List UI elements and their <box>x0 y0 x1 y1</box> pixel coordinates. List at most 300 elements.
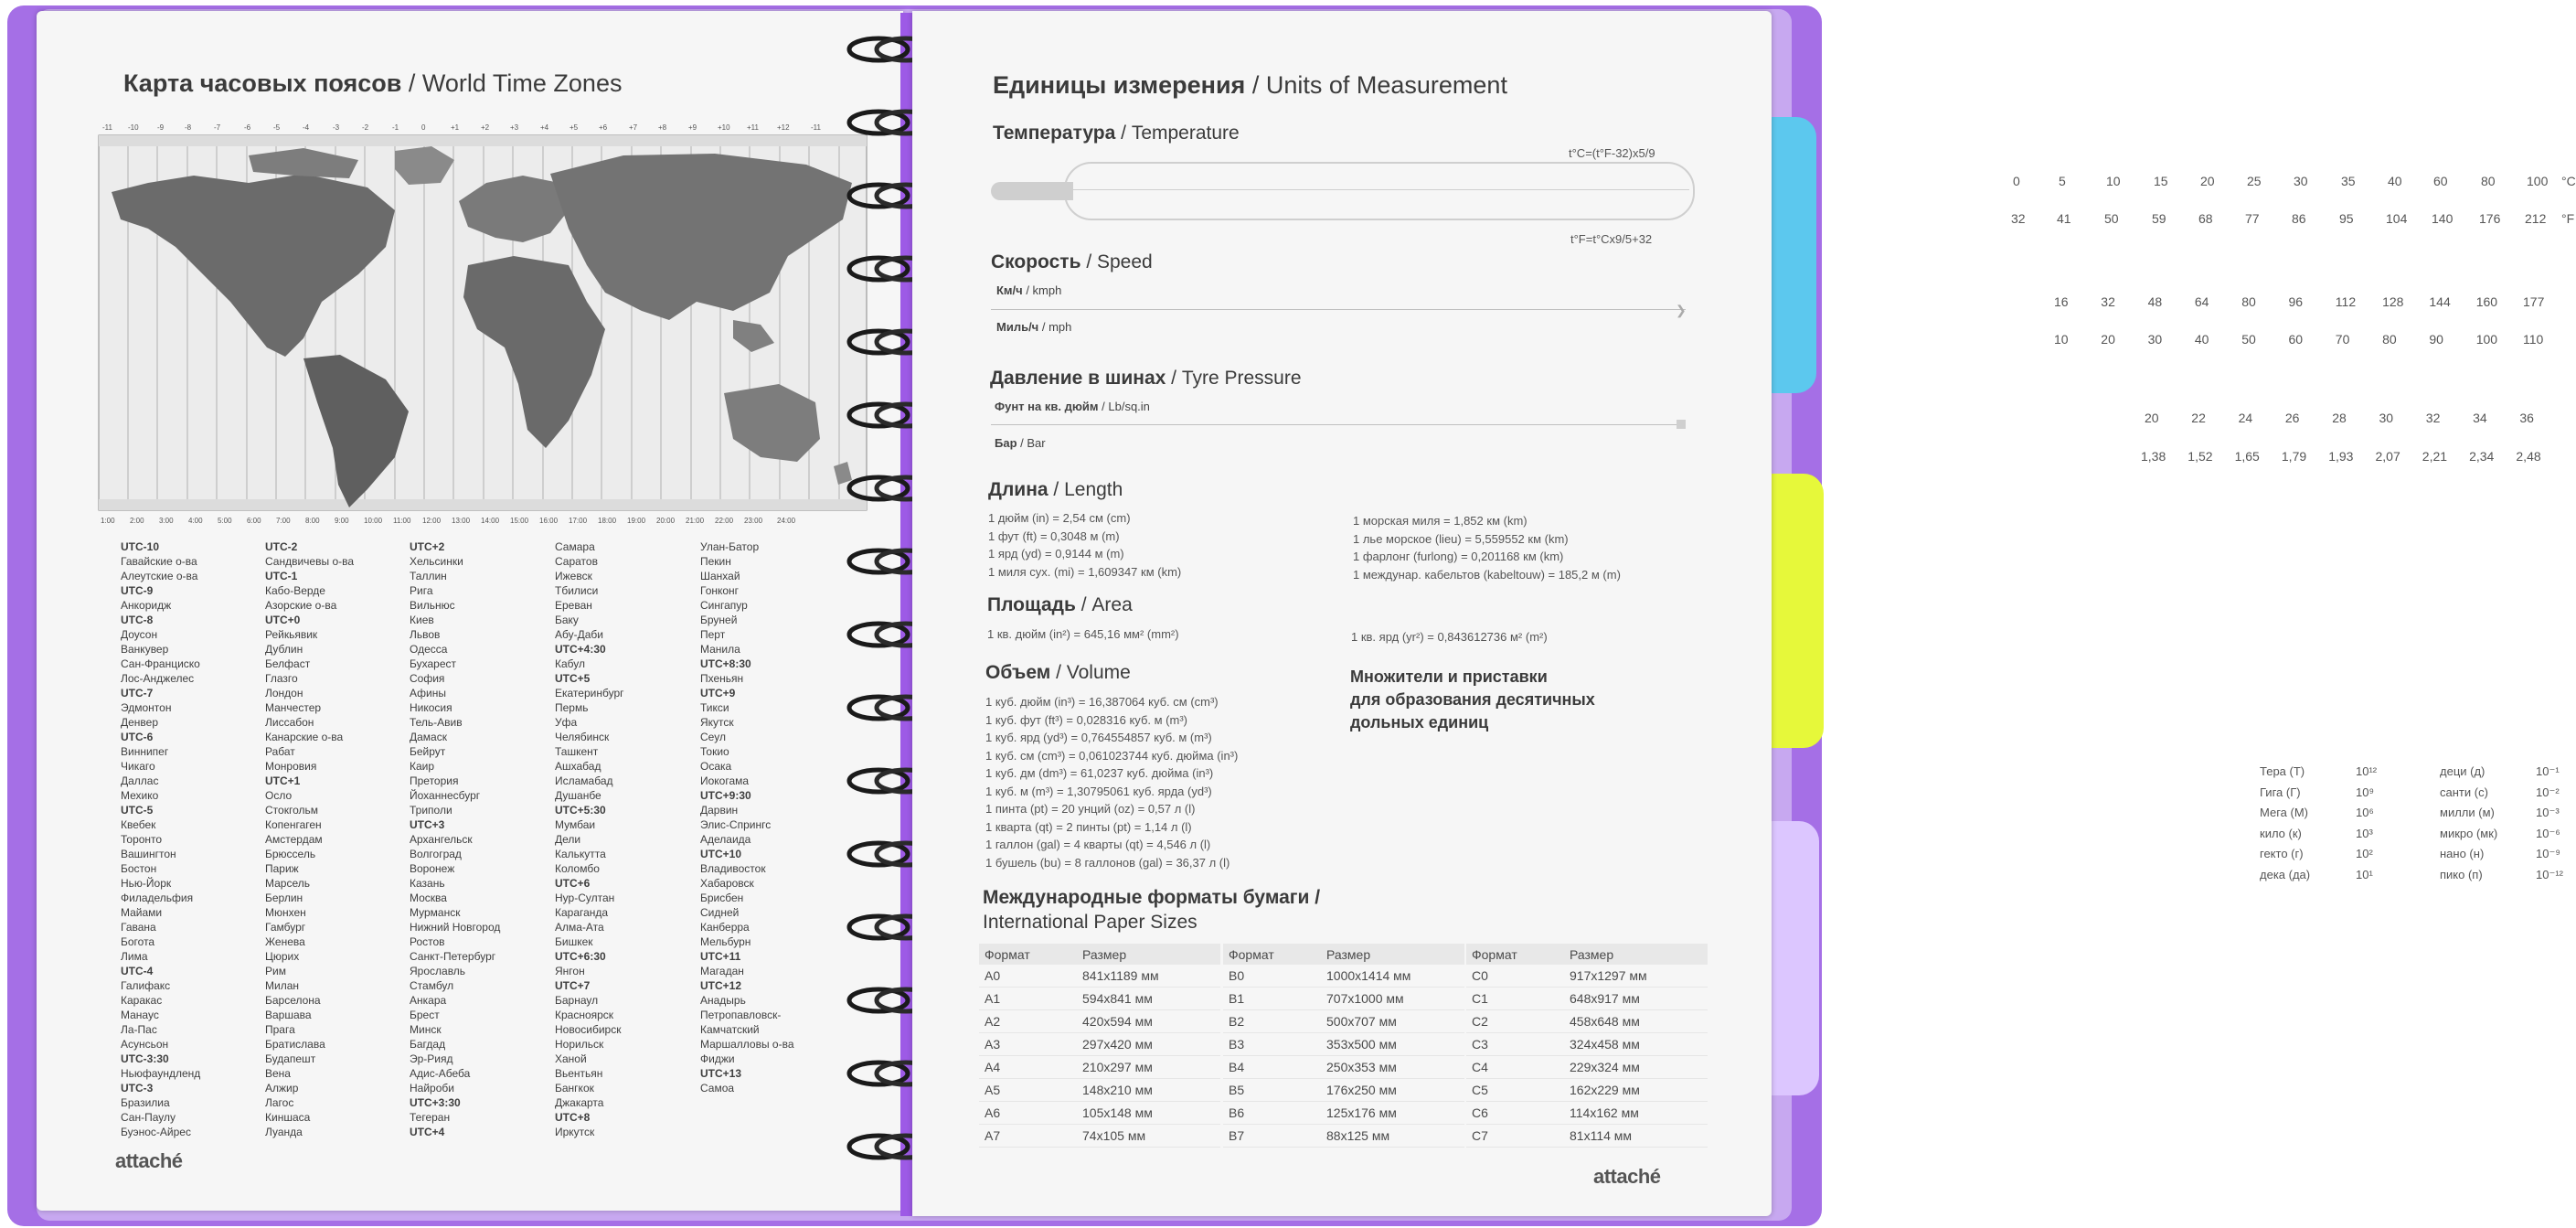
value-cell: 50 <box>2104 211 2119 226</box>
value-cell: 77 <box>2245 211 2260 226</box>
tz-entry: Петропавловск- <box>700 1009 782 1021</box>
paper-format: C0 <box>1466 965 1564 988</box>
tz-entry: Бангкок <box>555 1082 594 1095</box>
tz-entry: Сидней <box>700 906 740 919</box>
tz-entry: Лондон <box>265 687 303 699</box>
value-cell: 10 <box>2106 174 2121 188</box>
tz-entry: UTC-6 <box>121 731 154 743</box>
tz-entry: Ярославль <box>410 965 466 977</box>
value-cell: 5 <box>2059 174 2066 188</box>
svg-text:+12: +12 <box>777 123 790 132</box>
tz-entry: Алеутские о-ва <box>121 570 198 582</box>
tz-entry: Рим <box>265 965 286 977</box>
tz-entry: Кабо-Верде <box>265 584 325 597</box>
svg-text:+4: +4 <box>540 123 549 132</box>
tz-entry: Вьентьян <box>555 1067 603 1080</box>
paper-format: C5 <box>1466 1079 1564 1102</box>
pressure-bar-label: Бар / Bar <box>995 436 1046 450</box>
svg-text:-4: -4 <box>303 123 310 132</box>
tz-entry: Мельбурн <box>700 935 751 948</box>
tz-entry: Эдмонтон <box>121 701 172 714</box>
prefix-multiplier: 10⁻⁹ <box>2536 847 2560 860</box>
tz-entry: Казань <box>410 877 445 890</box>
svg-text:12:00: 12:00 <box>422 517 442 525</box>
tz-column-3 <box>410 539 547 1139</box>
tz-entry: Бейрут <box>410 745 446 758</box>
paper-format: C6 <box>1466 1102 1564 1125</box>
svg-text:2:00: 2:00 <box>130 517 144 525</box>
paper-format: A0 <box>979 965 1077 988</box>
prefix-name: милли (м) <box>2440 806 2495 819</box>
tz-entry: Челябинск <box>555 731 610 743</box>
paper-format: A7 <box>979 1125 1077 1148</box>
tz-entry: Асунсьон <box>121 1038 169 1051</box>
svg-text:21:00: 21:00 <box>686 517 705 525</box>
value-cell: 144 <box>2429 294 2451 309</box>
tz-entry: Тегеран <box>410 1111 451 1124</box>
svg-text:1:00: 1:00 <box>101 517 115 525</box>
svg-text:-10: -10 <box>128 123 139 132</box>
tz-entry: Монровия <box>265 760 317 773</box>
tz-entry: Париж <box>265 862 299 875</box>
prefix-name: деци (д) <box>2440 764 2486 778</box>
paper-dimensions: 114x162 мм <box>1564 1102 1708 1125</box>
tz-entry: Алжир <box>265 1082 299 1095</box>
tz-entry: Вильнюс <box>410 599 455 612</box>
table-row <box>979 1056 1220 1079</box>
tz-entry: Ванкувер <box>121 643 169 656</box>
tz-entry: UTC-2 <box>265 540 298 553</box>
tz-entry: Ростов <box>410 935 445 948</box>
value-cell: 80 <box>2241 294 2256 309</box>
tz-entry: Баку <box>555 614 579 626</box>
tz-entry: Абу-Даби <box>555 628 603 641</box>
tz-entry: Цюрих <box>265 950 300 963</box>
tz-entry: София <box>410 672 445 685</box>
svg-text:+7: +7 <box>629 123 638 132</box>
tz-entry: Новосибирск <box>555 1023 622 1036</box>
paper-dimensions: 250x353 мм <box>1321 1056 1464 1079</box>
paper-dimensions: 841x1189 мм <box>1077 965 1220 988</box>
paper-dimensions: 648x917 мм <box>1564 988 1708 1010</box>
table-row <box>1223 1033 1464 1056</box>
value-cell: 2,34 <box>2469 449 2495 464</box>
tz-entry: Рига <box>410 584 433 597</box>
tz-entry: Даллас <box>121 774 159 787</box>
paper-dimensions: 353x500 мм <box>1321 1033 1464 1056</box>
pressure-line-end <box>1677 420 1686 429</box>
prefix-name: кило (к) <box>2260 826 2302 840</box>
prefix-multiplier: 10² <box>2356 847 2373 860</box>
divider-tab-blue[interactable] <box>1769 117 1816 393</box>
divider-tab-yellow[interactable] <box>1769 474 1824 748</box>
tz-entry: UTC+0 <box>265 614 301 626</box>
table-header: Формат <box>979 944 1077 965</box>
svg-text:3:00: 3:00 <box>159 517 174 525</box>
temperature-heading: Температура / Temperature <box>993 123 1240 144</box>
paper-dimensions: 176x250 мм <box>1321 1079 1464 1102</box>
tz-entry: UTC-7 <box>121 687 154 699</box>
value-cell: 2,48 <box>2516 449 2541 464</box>
svg-text:+1: +1 <box>451 123 460 132</box>
paper-format: C3 <box>1466 1033 1564 1056</box>
prefix-name: гекто (г) <box>2260 847 2304 860</box>
tz-entry: Пермь <box>555 701 589 714</box>
value-cell: 28 <box>2332 411 2347 425</box>
formula-celsius: t°C=(t°F-32)x5/9 <box>1569 146 1655 160</box>
conversion-line: 1 куб. дюйм (in³) = 16,387064 куб. см (cm³) <box>985 695 1219 709</box>
prefix-multiplier: 10⁻⁶ <box>2536 826 2560 840</box>
right-page <box>912 11 2576 1216</box>
svg-text:+2: +2 <box>481 123 490 132</box>
tz-entry: Барнаул <box>555 994 599 1007</box>
prefixes-heading: Множители и приставки для образования десятичных дольных единиц <box>1350 667 1595 731</box>
paper-format: C7 <box>1466 1125 1564 1148</box>
value-cell: 41 <box>2057 211 2071 226</box>
conversion-line: 1 междунар. кабельтов (kabeltouw) = 185,2 м (m) <box>1353 567 1621 582</box>
svg-text:15:00: 15:00 <box>510 517 529 525</box>
value-cell: 140 <box>2432 211 2454 226</box>
tz-entry: UTC+13 <box>700 1067 742 1080</box>
brand-logo-left: attaché <box>115 1149 183 1172</box>
value-cell: 86 <box>2292 211 2306 226</box>
tz-entry: Таллин <box>410 570 447 582</box>
tz-entry: Самоа <box>700 1082 735 1095</box>
tz-entry: UTC-10 <box>121 540 160 553</box>
tz-entry: Гонконг <box>700 584 740 597</box>
prefix-multiplier: 10⁻¹² <box>2536 867 2563 881</box>
svg-text:13:00: 13:00 <box>452 517 471 525</box>
tz-entry: Луанда <box>265 1126 303 1138</box>
tz-entry: UTC+1 <box>265 774 301 787</box>
tz-entry: UTC+7 <box>555 979 591 992</box>
table-header: Размер <box>1321 944 1464 965</box>
conversion-line: 1 морская миля = 1,852 км (km) <box>1353 514 1528 528</box>
tz-entry: Каракас <box>121 994 163 1007</box>
tz-entry: Стамбул <box>410 979 454 992</box>
thermometer-tube <box>1064 162 1695 220</box>
table-row <box>979 965 1220 988</box>
tz-entry: Душанбе <box>555 789 601 802</box>
tz-entry: UTC+8 <box>555 1111 591 1124</box>
tz-entry: Сингапур <box>700 599 748 612</box>
svg-text:7:00: 7:00 <box>276 517 291 525</box>
paper-dimensions: 1000x1414 мм <box>1321 965 1464 988</box>
paper-format: B1 <box>1223 988 1321 1010</box>
value-cell: 34 <box>2473 411 2487 425</box>
tz-entry: Денвер <box>121 716 159 729</box>
prefix-multiplier: 10⁻³ <box>2536 806 2560 819</box>
table-row <box>1466 1010 1708 1033</box>
svg-text:-11: -11 <box>102 123 112 132</box>
paper-dimensions: 917x1297 мм <box>1564 965 1708 988</box>
divider-tab-purple[interactable] <box>1769 821 1819 1095</box>
svg-text:4:00: 4:00 <box>188 517 203 525</box>
tz-entry: Братислава <box>265 1038 325 1051</box>
tz-entry: Ашхабад <box>555 760 601 773</box>
tz-entry: Тбилиси <box>555 584 599 597</box>
table-row <box>1466 1056 1708 1079</box>
value-cell: 100 <box>2527 174 2549 188</box>
tz-entry: Мехико <box>121 789 159 802</box>
paper-format: B2 <box>1223 1010 1321 1033</box>
value-cell: 2,07 <box>2375 449 2400 464</box>
tz-entry: UTC-1 <box>265 570 298 582</box>
value-cell: 80 <box>2382 332 2397 347</box>
length-heading: Длина / Length <box>988 479 1123 500</box>
tz-entry: Иокогама <box>700 774 750 787</box>
svg-text:-1: -1 <box>392 123 399 132</box>
tz-entry: Майами <box>121 906 163 919</box>
value-cell: 90 <box>2429 332 2443 347</box>
units-title: Единицы измерения / Units of Measurement <box>993 71 1507 99</box>
tz-entry: Доусон <box>121 628 158 641</box>
tz-entry: Берлин <box>265 892 303 904</box>
value-cell: 177 <box>2523 294 2545 309</box>
tz-entry: UTC+5 <box>555 672 591 685</box>
paper-format: C4 <box>1466 1056 1564 1079</box>
tz-entry: UTC+9:30 <box>700 789 751 802</box>
tz-entry: Норильск <box>555 1038 604 1051</box>
prefix-name: микро (мк) <box>2440 826 2498 840</box>
tz-column-5 <box>700 539 837 1095</box>
paper-size-table <box>979 944 1220 1148</box>
value-cell: 212 <box>2525 211 2547 226</box>
tz-entry: Лагос <box>265 1096 294 1109</box>
conversion-line: 1 дюйм (in) = 2,54 см (cm) <box>988 511 1131 525</box>
unit-label: °F <box>2561 211 2575 226</box>
paper-table-c <box>1466 944 1708 1148</box>
volume-heading: Объем / Volume <box>985 662 1131 683</box>
conversion-line: 1 кварта (qt) = 2 пинты (pt) = 1,14 л (l) <box>985 819 1192 834</box>
area-left: 1 кв. дюйм (in²) = 645,16 мм² (mm²) <box>987 627 1179 641</box>
tz-entry: Воронеж <box>410 862 455 875</box>
tz-entry: Нижний Новгород <box>410 921 501 934</box>
table-row <box>979 1079 1220 1102</box>
table-header: Размер <box>1564 944 1708 965</box>
value-cell: 59 <box>2152 211 2166 226</box>
prefix-name: нано (н) <box>2440 847 2485 860</box>
tz-entry: Багдад <box>410 1038 446 1051</box>
prefix-name: санти (с) <box>2440 785 2488 799</box>
tz-entry: Манчестер <box>265 701 322 714</box>
table-row <box>1223 1125 1464 1148</box>
tz-entry: Азорские о-ва <box>265 599 337 612</box>
value-cell: 104 <box>2386 211 2408 226</box>
table-row <box>1466 1079 1708 1102</box>
value-cell: 110 <box>2523 332 2544 347</box>
prefix-name: пико (п) <box>2440 867 2483 881</box>
prefix-name: Гига (Г) <box>2260 785 2301 799</box>
tz-entry: Львов <box>410 628 441 641</box>
tz-entry: Владивосток <box>700 862 766 875</box>
paper-dimensions: 297x420 мм <box>1077 1033 1220 1056</box>
value-cell: 20 <box>2101 332 2115 347</box>
paper-dimensions: 707x1000 мм <box>1321 988 1464 1010</box>
tz-entry: UTC+8:30 <box>700 657 751 670</box>
table-row <box>979 1102 1220 1125</box>
tz-entry: Одесса <box>410 643 448 656</box>
table-row <box>1223 1079 1464 1102</box>
tz-entry: Москва <box>410 892 447 904</box>
tz-entry: Киншаса <box>265 1111 311 1124</box>
tz-entry: Киев <box>410 614 434 626</box>
paper-dimensions: 88x125 мм <box>1321 1125 1464 1148</box>
tz-entry: Гавайские о-ва <box>121 555 197 568</box>
conversion-line: 1 галлон (gal) = 4 кварты (qt) = 4,546 л (l) <box>985 838 1211 851</box>
value-cell: 20 <box>2200 174 2215 188</box>
conversion-line: 1 фут (ft) = 0,3048 м (m) <box>988 529 1120 543</box>
tz-entry: Ереван <box>555 599 592 612</box>
paper-format: A2 <box>979 1010 1077 1033</box>
tz-entry: Прага <box>265 1023 295 1036</box>
area-right: 1 кв. ярд (yr²) = 0,843612736 м² (m²) <box>1351 630 1548 644</box>
tz-entry: Манаус <box>121 1009 159 1021</box>
paper-dimensions: 81x114 мм <box>1564 1125 1708 1148</box>
table-row <box>1223 1010 1464 1033</box>
svg-text:19:00: 19:00 <box>627 517 646 525</box>
conversion-line: 1 куб. фут (ft³) = 0,028316 куб. м (m³) <box>985 712 1187 727</box>
tz-entry: Торонто <box>121 833 163 846</box>
paper-size-table <box>1223 944 1464 1148</box>
paper-dimensions: 162x229 мм <box>1564 1079 1708 1102</box>
value-cell: 32 <box>2425 411 2441 425</box>
value-cell: 32 <box>2101 294 2115 309</box>
paper-size-table <box>1466 944 1708 1148</box>
volume-list <box>985 693 1238 871</box>
tz-entry: Варшава <box>265 1009 312 1021</box>
conversion-line: 1 миля сух. (mi) = 1,609347 км (km) <box>988 564 1182 579</box>
value-cell: 0 <box>2013 174 2020 188</box>
tz-entry: Канберра <box>700 921 750 934</box>
tz-entry: Якутск <box>700 716 734 729</box>
value-cell: 2,21 <box>2422 449 2448 464</box>
paper-sizes-heading: Международные форматы бумаги / International Paper Sizes <box>983 887 1321 933</box>
tz-entry: Магадан <box>700 965 744 977</box>
tz-entry: Адис-Абеба <box>410 1067 471 1080</box>
svg-text:+9: +9 <box>688 123 697 132</box>
value-cell: 35 <box>2341 174 2356 188</box>
speed-mph-label: Миль/ч / mph <box>996 320 1072 334</box>
tz-entry: UTC-5 <box>121 804 154 817</box>
value-cell: 40 <box>2388 174 2402 188</box>
tz-entry: Триполи <box>410 804 452 817</box>
paper-dimensions: 324x458 мм <box>1564 1033 1708 1056</box>
tz-entry: Вашингтон <box>121 848 176 860</box>
svg-text:23:00: 23:00 <box>744 517 763 525</box>
tz-entry: UTC+3 <box>410 818 445 831</box>
tz-entry: Претория <box>410 774 459 787</box>
tz-entry: Дарвин <box>700 804 739 817</box>
svg-text:+8: +8 <box>658 123 667 132</box>
paper-format: B7 <box>1223 1125 1321 1148</box>
paper-table-b <box>1223 944 1464 1148</box>
tz-entry: Брисбен <box>700 892 744 904</box>
tz-entry: Будапешт <box>265 1052 316 1065</box>
conversion-line: 1 бушель (bu) = 8 галлонов (gal) = 36,37 л (l) <box>985 855 1230 870</box>
tz-entry: Токио <box>700 745 729 758</box>
world-time-zones-title: Карта часовых поясов / World Time Zones <box>123 69 623 97</box>
tz-entry: Каир <box>410 760 435 773</box>
table-row <box>1466 1102 1708 1125</box>
tz-entry: UTC-9 <box>121 584 154 597</box>
tz-entry: UTC+5:30 <box>555 804 606 817</box>
tz-entry: Амстердам <box>265 833 323 846</box>
tz-entry: Филадельфия <box>121 892 194 904</box>
value-cell: 60 <box>2433 174 2448 188</box>
tz-entry: Лос-Анджелес <box>121 672 195 685</box>
left-page <box>37 11 903 1211</box>
tz-entry: UTC-4 <box>121 965 154 977</box>
table-header: Размер <box>1077 944 1220 965</box>
tz-entry: Лима <box>121 950 148 963</box>
tz-entry: Стокгольм <box>265 804 318 817</box>
tz-entry: Нур-Султан <box>555 892 615 904</box>
speed-heading: Скорость / Speed <box>991 251 1153 272</box>
tz-entry: Архангельск <box>410 833 473 846</box>
tz-entry: Никосия <box>410 701 452 714</box>
tz-entry: Волгоград <box>410 848 462 860</box>
svg-text:24:00: 24:00 <box>777 517 796 525</box>
svg-text:9:00: 9:00 <box>335 517 349 525</box>
svg-text:-9: -9 <box>157 123 165 132</box>
conversion-line: 1 куб. см (cm³) = 0,061023744 куб. дюйма (in³) <box>985 748 1239 763</box>
unit-label: °C <box>2561 174 2576 188</box>
value-cell: 20 <box>2145 411 2159 425</box>
value-cell: 36 <box>2519 411 2534 425</box>
tz-entry: Анкара <box>410 994 447 1007</box>
length-left-list <box>988 509 1181 581</box>
table-header: Формат <box>1223 944 1321 965</box>
tz-entry: Элис-Спрингс <box>700 818 772 831</box>
tz-entry: Хельсинки <box>410 555 463 568</box>
conversion-line: 1 куб. дм (dm³) = 61,0237 куб. дюйма (in³) <box>985 766 1214 780</box>
svg-text:+6: +6 <box>599 123 608 132</box>
tz-entry: UTC+4:30 <box>555 643 606 656</box>
paper-dimensions: 148x210 мм <box>1077 1079 1220 1102</box>
tz-entry: Женева <box>265 935 305 948</box>
formula-fahrenheit: t°F=t°Cx9/5+32 <box>1570 232 1653 246</box>
tz-column-1 <box>121 539 258 1139</box>
tz-entry: UTC+3:30 <box>410 1096 461 1109</box>
svg-text:+11: +11 <box>747 123 759 132</box>
tz-entry: Мумбаи <box>555 818 596 831</box>
svg-text:-8: -8 <box>185 123 192 132</box>
value-cell: 95 <box>2339 211 2354 226</box>
svg-text:14:00: 14:00 <box>481 517 500 525</box>
tz-entry: Гавана <box>121 921 156 934</box>
tz-entry: Буэнос-Айрес <box>121 1126 191 1138</box>
tz-entry: Эр-Рияд <box>410 1052 453 1065</box>
brand-logo-right: attaché <box>1593 1165 1661 1188</box>
paper-format: A6 <box>979 1102 1077 1125</box>
tz-entry: Джакарта <box>555 1096 604 1109</box>
speed-kmph-label: Км/ч / kmph <box>996 283 1062 297</box>
tz-entry: UTC+11 <box>700 950 741 963</box>
svg-text:+5: +5 <box>569 123 579 132</box>
value-cell: 1,79 <box>2281 449 2307 464</box>
tz-entry: Тель-Авив <box>410 716 463 729</box>
paper-format: B5 <box>1223 1079 1321 1102</box>
tz-entry: Тикси <box>700 701 729 714</box>
tz-entry: Янгон <box>555 965 585 977</box>
table-row <box>979 1033 1220 1056</box>
tz-entry: Сандвичевы о-ва <box>265 555 355 568</box>
table-row <box>1466 1125 1708 1148</box>
tz-entry: Уфа <box>555 716 578 729</box>
tz-entry: Мюнхен <box>265 906 306 919</box>
length-right-list <box>1353 512 1621 583</box>
